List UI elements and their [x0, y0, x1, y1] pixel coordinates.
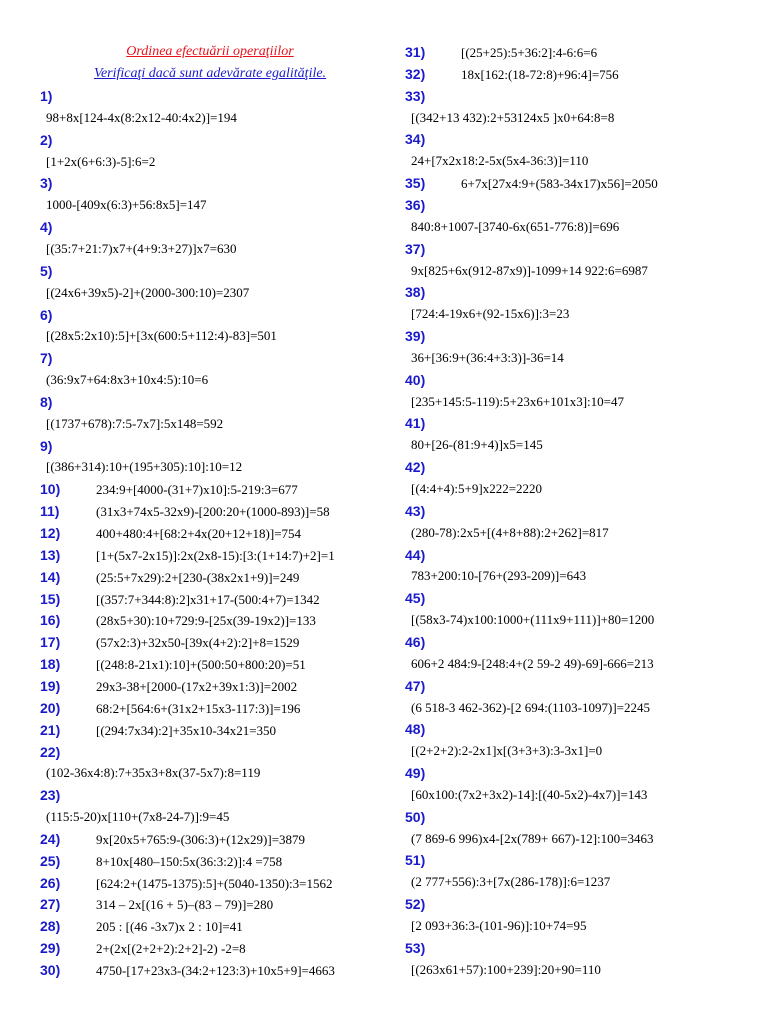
- exercise-number: 14): [40, 568, 61, 585]
- exercise-number: 44): [405, 546, 426, 563]
- exercise-number: 28): [40, 918, 61, 935]
- exercise-number: 16): [40, 612, 61, 629]
- exercise-expression: (6 518-3 462-362)-[2 694:(1103-1097)]=2245: [411, 699, 651, 715]
- exercise-number: 17): [40, 634, 61, 651]
- exercise-expression: 98+8x[124-4x(8:2x12-40:4x2)]=194: [46, 109, 237, 125]
- exercise-expression: [(58x3-74)x100:1000+(111x9+111)]+80=1200: [411, 612, 655, 628]
- exercise-number: 10): [40, 481, 61, 498]
- exercise-expression: (31x3+74x5-32x9)-[200:20+(1000-893)]=58: [96, 504, 330, 520]
- exercise-expression: [235+145:5-119):5+23x6+101x3]:10=47: [411, 393, 624, 409]
- exercise-expression: [(25+25):5+36:2]:4-6:6=6: [461, 45, 598, 60]
- exercise-expression: 68:2+[564:6+(31x2+15x3-117:3)]=196: [96, 700, 301, 716]
- exercise-expression: (57x2:3)+32x50-[39x(4+2):2]+8=1529: [96, 635, 300, 651]
- exercise-expression: (2 777+556):3+[7x(286-178)]:6=1237: [411, 874, 611, 890]
- exercise-number: 13): [40, 546, 61, 563]
- exercise-number: 31): [405, 44, 426, 60]
- exercise-number: 25): [40, 852, 61, 869]
- exercise-number: 18): [40, 656, 61, 673]
- exercise-expression: [724:4-19x6+(92-15x6)]:3=23: [411, 306, 570, 322]
- exercise-expression: 205 : [(46 -3x7)x 2 : 10]=41: [96, 919, 243, 935]
- exercise-expression: 29x3-38+[2000-(17x2+39x1:3)]=2002: [96, 678, 298, 694]
- exercise-expression: [(24x6+39x5)-2]+(2000-300:10)=2307: [46, 284, 250, 300]
- page-title: Ordinea efectuării operaţiilor: [126, 44, 294, 59]
- exercise-expression: 4750-[17+23x3-(34:2+123:3)+10x5+9]=4663: [96, 963, 335, 978]
- exercise-expression: 606+2 484:9-[248:4+(2 59-2 49)-69]-666=213: [411, 655, 654, 671]
- exercise-expression: [(35:7+21:7)x7+(4+9:3+27)]x7=630: [46, 240, 237, 256]
- exercise-expression: [2 093+36:3-(101-96)]:10+74=95: [411, 918, 587, 933]
- exercise-expression: [(263x61+57):100+239]:20+90=110: [411, 961, 601, 977]
- exercise-number: 15): [40, 590, 61, 607]
- exercise-number: 21): [40, 721, 61, 738]
- exercise-number: 29): [40, 940, 61, 957]
- exercise-expression: 9x[20x5+765:9-(306:3)+(12x29)]=3879: [96, 831, 306, 847]
- exercise-expression: [(386+314):10+(195+305):10]:10=12: [46, 459, 243, 475]
- exercise-number: 4): [40, 219, 53, 236]
- exercise-number: 12): [40, 525, 61, 541]
- exercise-expression: [(248:8-21x1):10]+(500:50+800:20)=51: [96, 657, 306, 673]
- exercise-number: 27): [40, 896, 61, 913]
- exercise-number: 36): [405, 196, 426, 213]
- exercise-number: 1): [40, 88, 53, 104]
- exercise-number: 45): [405, 590, 426, 607]
- exercise-expression: [60x100:(7x2+3x2)-14]:[(40-5x2)-4x7)]=143: [411, 786, 648, 802]
- exercise-number: 40): [405, 371, 426, 388]
- exercise-number: 42): [405, 459, 426, 476]
- exercise-expression: [(342+13 432):2+53124x5 ]x0+64:8=8: [411, 109, 615, 125]
- exercise-number: 35): [405, 175, 426, 192]
- exercise-expression: [(4:4+4):5+9]x222=2220: [411, 481, 543, 496]
- exercise-expression: [(357:7+344:8):2]x31+17-(500:4+7)=1342: [96, 591, 320, 607]
- exercise-expression: 2+(2x[(2+2+2):2+2]-2) -2=8: [96, 941, 246, 957]
- exercise-number: 24): [40, 830, 61, 847]
- exercise-number: 32): [405, 65, 426, 82]
- exercise-expression: 314 – 2x[(16 + 5)–(83 – 79)]=280: [96, 897, 274, 913]
- exercise-expression: 6+7x[27x4:9+(583-34x17)x56]=2050: [461, 176, 658, 192]
- exercise-number: 23): [40, 787, 61, 804]
- exercise-expression: 8+10x[480–150:5x(36:3:2)]:4 =758: [96, 853, 283, 869]
- exercise-expression: (280-78):2x5+[(4+8+88):2+262]=817: [411, 524, 609, 540]
- exercise-number: 26): [40, 874, 61, 891]
- exercise-number: 9): [40, 437, 53, 454]
- exercise-number: 48): [405, 721, 426, 738]
- exercise-number: 19): [40, 677, 61, 694]
- exercise-number: 7): [40, 350, 53, 367]
- exercise-number: 2): [40, 131, 53, 148]
- exercise-expression: 400+480:4+[68:2+4x(20+12+18)]=754: [96, 526, 302, 541]
- exercise-number: 20): [40, 699, 61, 716]
- exercise-number: 50): [405, 808, 426, 825]
- exercise-number: 53): [405, 939, 426, 956]
- exercise-number: 3): [40, 175, 53, 192]
- exercise-expression: 1000-[409x(6:3)+56:8x5]=147: [46, 197, 207, 213]
- exercise-expression: 234:9+[4000-(31+7)x10]:5-219:3=677: [96, 482, 298, 498]
- exercise-number: 37): [405, 240, 426, 257]
- exercise-expression: [(294:7x34):2]+35x10-34x21=350: [96, 722, 277, 738]
- exercise-expression: 80+[26-(81:9+4)]x5=145: [411, 437, 543, 453]
- exercise-expression: 18x[162:(18-72:8)+96:4]=756: [461, 66, 619, 82]
- exercise-number: 30): [40, 962, 61, 978]
- exercise-expression: 36+[36:9+(36:4+3:3)]-36=14: [411, 349, 564, 365]
- exercise-expression: (115:5-20)x[110+(7x8-24-7)]:9=45: [46, 809, 230, 825]
- exercise-number: 5): [40, 262, 53, 279]
- exercise-number: 51): [405, 852, 426, 869]
- exercise-expression: (25:5+7x29):2+[230-(38x2x1+9)]=249: [96, 569, 300, 585]
- exercise-number: 46): [405, 633, 426, 650]
- exercise-expression: [1+(5x7-2x15)]:2x(2x8-15):[3:(1+14:7)+2]=1: [96, 547, 335, 563]
- exercise-expression: 840:8+1007-[3740-6x(651-776:8)]=696: [411, 218, 620, 234]
- exercise-number: 41): [405, 415, 426, 432]
- exercise-number: 33): [405, 87, 426, 104]
- exercise-number: 43): [405, 502, 426, 519]
- exercise-number: 39): [405, 328, 426, 345]
- exercise-expression: [624:2+(1475-1375):5]+(5040-1350):3=1562: [96, 875, 333, 891]
- exercise-number: 34): [405, 131, 426, 148]
- exercise-number: 6): [40, 306, 53, 323]
- exercise-number: 22): [40, 743, 61, 760]
- page-subtitle: Verificaţi dacă sunt adevărate egalităţile.: [93, 66, 327, 81]
- exercise-expression: [(1737+678):7:5-7x7]:5x148=592: [46, 415, 224, 431]
- exercise-number: 47): [405, 677, 426, 694]
- exercise-expression: [(28x5:2x10):5]+[3x(600:5+112:4)-83]=501: [46, 328, 277, 344]
- exercise-number: 11): [40, 503, 60, 520]
- exercise-expression: (36:9x7+64:8x3+10x4:5):10=6: [46, 372, 209, 388]
- exercise-expression: 24+[7x2x18:2-5x(5x4-36:3)]=110: [411, 153, 589, 169]
- exercise-expression: (28x5+30):10+729:9-[25x(39-19x2)]=133: [96, 613, 316, 629]
- exercise-expression: (7 869-6 996)x4-[2x(789+ 667)-12]:100=3463: [411, 830, 654, 846]
- exercise-expression: [(2+2+2):2-2x1]x[(3+3+3):3-3x1]=0: [411, 743, 603, 759]
- exercise-expression: 9x[825+6x(912-87x9)]-1099+14 922:6=6987: [411, 262, 648, 278]
- exercise-expression: [1+2x(6+6:3)-5]:6=2: [46, 153, 156, 169]
- exercise-number: 8): [40, 393, 53, 410]
- exercise-number: 49): [405, 765, 426, 782]
- exercise-expression: (102-36x4:8):7+35x3+8x(37-5x7):8=119: [46, 765, 261, 781]
- exercise-number: 38): [405, 284, 426, 301]
- exercise-expression: 783+200:10-[76+(293-209)]=643: [411, 568, 587, 584]
- exercise-number: 52): [405, 896, 426, 913]
